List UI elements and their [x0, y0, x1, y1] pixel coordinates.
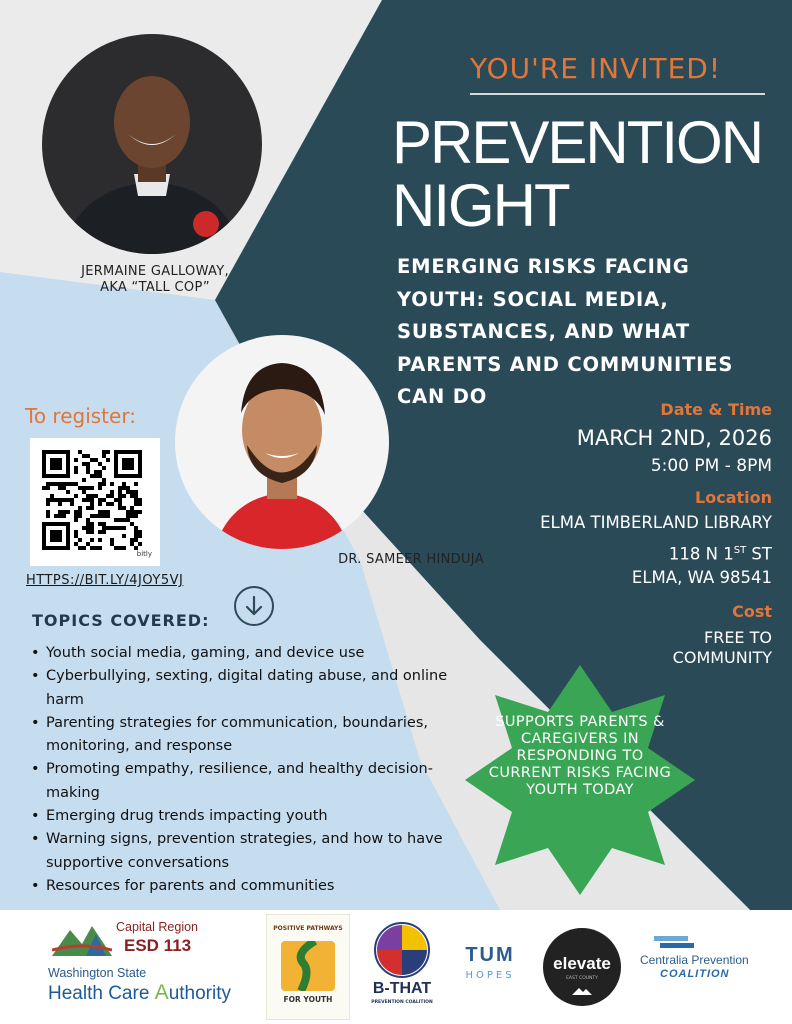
tum-line1: TUM: [465, 944, 515, 966]
event-subtitle: EMERGING RISKS FACING YOUTH: SOCIAL MEDIA, SUBSTANCES, AND WHAT PARENTS AND COMMUNITIES CAN DO: [397, 255, 734, 408]
centralia-line1: Centralia Prevention: [640, 953, 749, 967]
date-label: Date & Time: [660, 400, 772, 419]
centralia-line2: COALITION: [660, 968, 730, 980]
esd113-logo: [52, 918, 212, 968]
registration-link[interactable]: HTTPS://BIT.LY/4JOY5VJ: [26, 573, 184, 588]
location-address: [669, 539, 772, 566]
event-title-line2: NIGHT: [392, 172, 569, 239]
tum-line2: HOPES: [465, 970, 515, 981]
registration-qr-code[interactable]: [30, 438, 160, 566]
esd-line2: ESD 113: [124, 936, 192, 955]
event-date: MARCH 2ND, 2026: [576, 426, 772, 450]
list-item: • Warning signs, prevention strategies, and how to have supportive conversations: [28, 828, 448, 875]
invited-heading: YOU'RE INVITED!: [470, 52, 722, 85]
location-city: ELMA, WA 98541: [631, 568, 772, 587]
hca-health-care: Health Care: [48, 983, 155, 1004]
location-label: Location: [695, 488, 772, 507]
support-badge-text: SUPPORTS PARENTS & CAREGIVERS IN RESPONDING TO CURRENT RISKS FACING YOUTH TODAY: [488, 714, 672, 798]
address-ordinal: ST: [733, 545, 747, 556]
mountain-icon: [52, 920, 112, 960]
location-name: ELMA TIMBERLAND LIBRARY: [540, 513, 772, 532]
cost-line1: FREE TO: [704, 628, 772, 647]
positive-pathways-logo: [266, 914, 350, 1020]
list-item: • Cyberbullying, sexting, digital dating abuse, and online harm: [28, 665, 448, 712]
list-item: • Resources for parents and communities: [28, 875, 448, 898]
pp-top-text: POSITIVE PATHWAYS: [273, 925, 343, 932]
address-prefix: 118 N 1: [668, 544, 734, 564]
speaker1-caption: [30, 264, 280, 296]
hca-line2: [48, 981, 231, 1005]
bthat-sub: PREVENTION COALITION: [371, 1000, 433, 1005]
elevate-name: elevate: [553, 954, 611, 973]
elevate-mark-icon: [572, 986, 592, 996]
centralia-bars-icon: [654, 936, 694, 952]
event-title-line1: PREVENTION: [392, 109, 763, 176]
arrow-down-icon: [234, 586, 274, 626]
hca-a-letter: A: [154, 981, 169, 1004]
cost-line2: COMMUNITY: [672, 648, 772, 667]
list-item: • Emerging drug trends impacting youth: [28, 805, 448, 828]
event-time: 5:00 PM - 8PM: [650, 456, 772, 476]
pp-bottom-text: FOR YOUTH: [283, 995, 333, 1004]
puzzle-icon: [374, 922, 430, 978]
speaker2-name: DR. SAMEER HINDUJA: [338, 552, 484, 567]
hca-line1: Washington State: [48, 966, 147, 980]
list-item: • Parenting strategies for communication, boundaries, monitoring, and response: [28, 712, 448, 759]
list-item: • Promoting empathy, resilience, and healthy decision-making: [28, 758, 448, 805]
pathway-icon: [281, 941, 335, 991]
list-item: • Youth social media, gaming, and device use: [28, 642, 448, 665]
heading-divider: [470, 93, 765, 95]
hca-logo: [48, 966, 258, 1010]
bthat-logo: [366, 922, 438, 1018]
centralia-logo: [640, 936, 770, 986]
speaker1-name: JERMAINE GALLOWAY,: [81, 264, 229, 279]
register-label: To register:: [25, 404, 136, 428]
topics-heading: TOPICS COVERED:: [32, 611, 210, 630]
bthat-name: B-THAT: [372, 980, 432, 997]
cost-label: Cost: [732, 602, 772, 621]
elevate-logo: [543, 928, 621, 1006]
qr-caption: bitly: [136, 550, 152, 558]
tum-hopes-logo: [458, 944, 522, 988]
topics-list: [28, 642, 448, 898]
elevate-sub: EAST COUNTY: [566, 976, 598, 981]
speaker-photo-sameer: [175, 335, 389, 549]
address-suffix: ST: [746, 544, 772, 564]
hca-authority: uthority: [168, 983, 231, 1004]
speaker-photo-jermaine: [42, 34, 262, 254]
qr-pattern: [30, 438, 160, 566]
sponsor-footer: [0, 910, 792, 1024]
esd-line1: Capital Region: [116, 920, 198, 934]
speaker1-alias: AKA “TALL COP”: [100, 280, 210, 295]
